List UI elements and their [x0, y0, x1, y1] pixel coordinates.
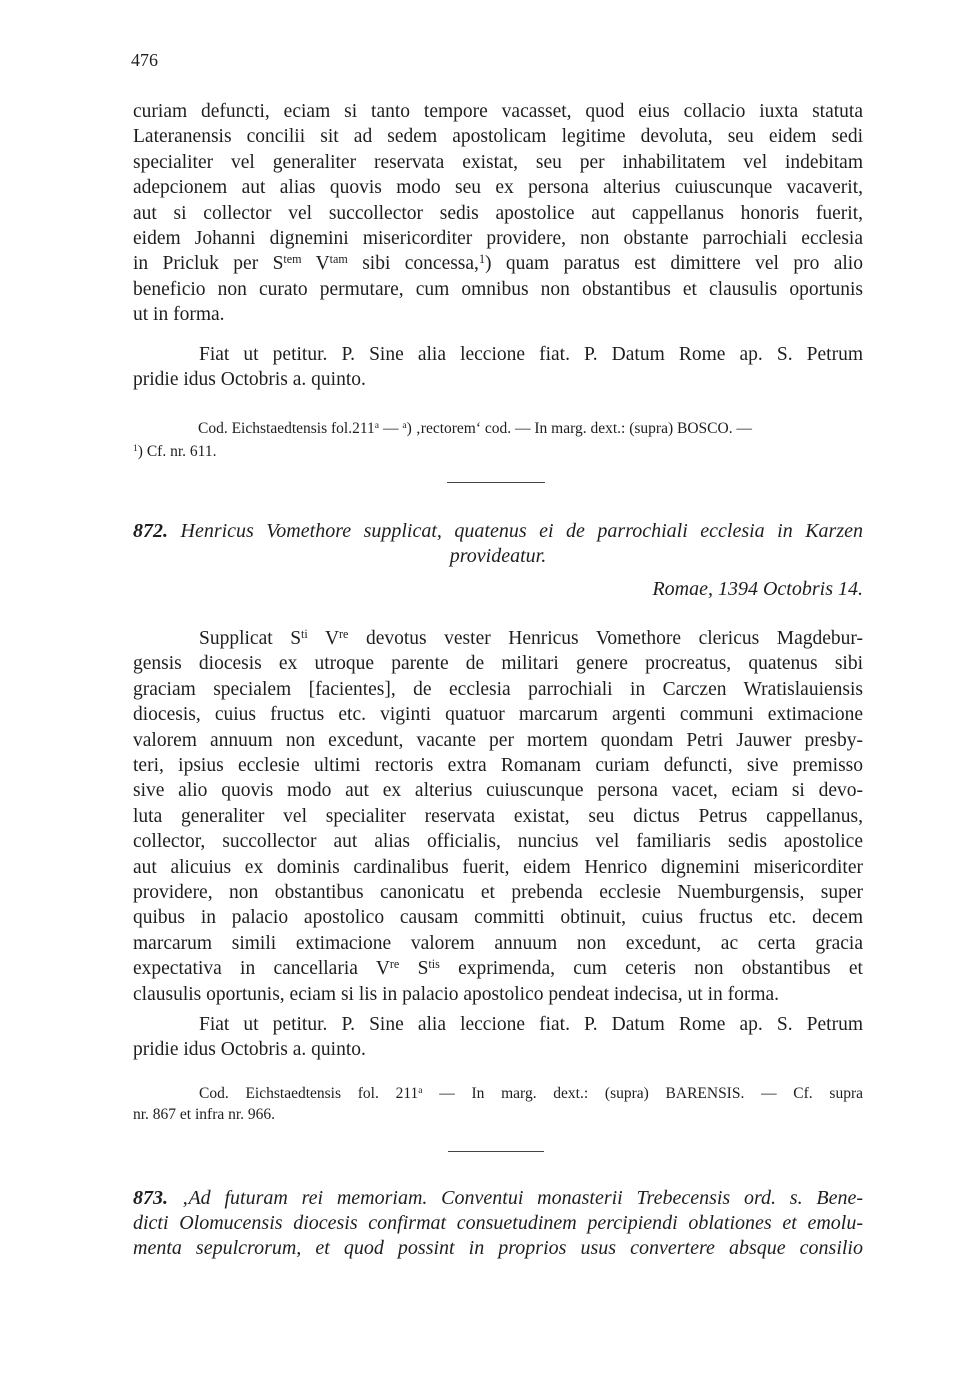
entry-title: ‚Ad futuram rei memoriam. Conventui monasterii Trebecensis ord. s. Bene-	[181, 1187, 864, 1209]
source-note-1: Cod. Eichstaedtensis fol.211$^a$ — $^a$) ‚rectorem‘ cod. — In marg. dext.: (supra) BOSCO. —	[198, 420, 752, 437]
entry-title: Henricus Vomethore supplicat, quatenus ei de parrochiali ecclesia in Karzen	[180, 520, 864, 542]
text-line: aut si collector vel succollector sedis apostolice aut cappellanus honoris fuerit,	[133, 202, 863, 224]
entry-title-cont: provideatur.	[449, 545, 547, 567]
entry-date: Romae, 1394 Octobris 14.	[652, 578, 863, 600]
text-line: curiam defuncti, eciam si tanto tempore vacasset, quod eius collacio iuxta statuta	[133, 101, 863, 122]
text-line: graciam specialem [facientes], de ecclesia parrochiali in Carczen Wratislauiensis	[133, 678, 863, 700]
text-line: diocesis, cuius fructus etc. viginti quatuor marcarum argenti communi extimacione	[133, 704, 863, 726]
text-line: beneficio non curato permutare, cum omnibus non obstantibus et clausulis oportunis	[133, 278, 863, 300]
text-line: marcarum simili extimacione valorem annuum non excedunt, ac certa gracia	[133, 932, 863, 954]
entry-title-cont: menta sepulcrorum, et quod possint in proprios usus convertere absque consilio	[133, 1237, 863, 1259]
entry-873-heading	[133, 1186, 863, 1261]
text-line: pridie idus Octobris a. quinto.	[133, 369, 366, 391]
entry-number: 872.	[133, 520, 168, 542]
text-line: expectativa in cancellaria Vre $S^{tis}$ exprimenda, cum ceteris non obstantibus et	[133, 957, 863, 980]
entry-872-heading	[133, 519, 863, 602]
text-line: adepcionem aut alias quovis modo seu ex persona alterius cuiuscunque vacaverit,	[133, 177, 863, 199]
text-line: gensis diocesis ex utroque parente de militari genere procreatus, quatenus sibi	[133, 653, 863, 675]
footnote-1: $^1$) Cf. nr. 611.	[133, 443, 217, 460]
text-line: sive alio quovis modo aut ex alterius cuiuscunque persona vacet, eciam si devo-	[133, 780, 863, 802]
text-line: aut alicuius ex dominis cardinalibus fuerit, eidem Henrico dignemini misericorditer	[133, 856, 863, 878]
text-line: valorem annuum non excedunt, vacante per mortem quondam Petri Jauwer presby-	[133, 729, 863, 751]
source-note-2: Cod. Eichstaedtensis fol. 211$^a$ — In marg. dext.: (supra) BARENSIS. — Cf. supra nr. 867 et infra nr. 966.	[133, 1085, 863, 1123]
fiat-clause-1	[133, 342, 863, 393]
text-line: teri, ipsius ecclesie ultimi rectoris extra Romanam curiam defuncti, sive premisso	[133, 755, 863, 777]
text-line: Fiat ut petitur. P. Sine alia leccione fiat. P. Datum Rome ap. S. Petrum	[199, 344, 863, 365]
section-divider	[447, 482, 545, 483]
continuation-paragraph	[133, 99, 863, 328]
text-line: specialiter vel generaliter reservata existat, seu per inhabilitatem vel indebitam	[133, 151, 863, 173]
text-line: collector, succollector aut alias officialis, nuncius vel familiaris sedis apostolice	[133, 831, 863, 853]
text-line: Supplicat $S^{ti}$ Vre devotus vester Henricus Vomethore clericus Magdebur-	[199, 626, 863, 649]
fiat-clause-2	[133, 1012, 863, 1063]
text-line: providere, non obstantibus canonicatu et prebenda ecclesie Nuemburgensis, super	[133, 882, 863, 904]
text-line: Lateranensis concilii sit ad sedem apostolicam legitime devoluta, seu eidem sedi	[133, 126, 863, 148]
text-line: pridie idus Octobris a. quinto.	[133, 1039, 366, 1061]
text-line: luta generaliter vel specialiter reservata existat, seu dictus Petrus cappellanus,	[133, 805, 863, 827]
text-line: eidem Johanni dignemini misericorditer providere, non obstante parrochiali ecclesia	[133, 228, 863, 250]
entry-872-body	[133, 626, 863, 1007]
entry-title-cont: dicti Olomucensis diocesis confirmat consuetudinem percipiendi oblationes et emolu-	[133, 1212, 863, 1234]
entry-number: 873.	[133, 1187, 168, 1209]
text-line: Fiat ut petitur. P. Sine alia leccione fiat. P. Datum Rome ap. S. Petrum	[199, 1014, 863, 1035]
text-line: quibus in palacio apostolico causam committi obtinuit, cuius fructus etc. decem	[133, 907, 863, 929]
page-number: 476	[131, 50, 158, 70]
text-line: clausulis oportunis, eciam si lis in palacio apostolico pendeat indecisa, ut in forma.	[133, 983, 780, 1005]
section-divider	[448, 1151, 544, 1152]
footnote-ref: 1	[478, 252, 485, 267]
text-line: in Pricluk per $S^{tem}$ $V^{tam}$ sibi concessa,$^1$) quam paratus est dimittere vel pro alio	[133, 252, 863, 275]
text-line: ut in forma.	[133, 304, 225, 326]
